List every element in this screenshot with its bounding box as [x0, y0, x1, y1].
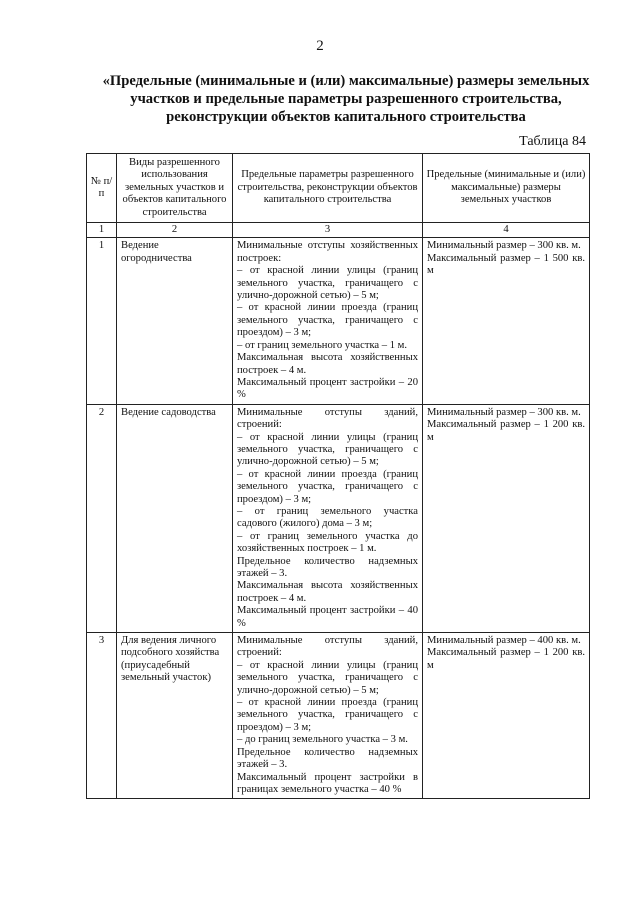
size-line: Максимальный размер – 1 200 кв. м	[427, 647, 585, 671]
parameter-line: Максимальный процент застройки – 20 %	[237, 376, 418, 401]
size-line: Максимальный размер – 1 200 кв. м	[427, 419, 585, 443]
parameter-line: – от красной линии улицы (границ земельного участка, граничащего с улично-дорожной сетью) – 5 м;	[237, 431, 418, 468]
row-number: 3	[87, 633, 117, 799]
column-number: 4	[423, 223, 590, 238]
parameter-line: Максимальная высота хозяйственных построек – 4 м.	[237, 352, 418, 376]
column-numbers-row	[87, 223, 590, 238]
parameter-line: Предельное количество надземных этажей – 3.	[237, 746, 418, 771]
row-plot-sizes	[423, 633, 590, 799]
parameter-line: – от красной линии проезда (границ земельного участка, граничащего с проездом) – 3 м;	[237, 697, 418, 733]
parameter-line: Максимальный процент застройки в границах земельного участка – 40 %	[237, 771, 418, 795]
size-line: Минимальный размер – 300 кв. м.	[427, 240, 581, 252]
parameter-line: – от красной линии проезда (границ земельного участка, граничащего с проездом) – 3 м;	[237, 468, 418, 505]
table-row	[87, 633, 590, 799]
parameter-line: – от границ земельного участка до хозяйственных построек – 1 м.	[237, 530, 418, 555]
table-row	[87, 404, 590, 632]
parameter-line: Предельное количество надземных этажей – 3.	[237, 555, 418, 579]
row-permitted-use: Ведение садоводства	[117, 404, 233, 632]
row-number: 2	[87, 404, 117, 632]
parameter-line: Минимальные отступы хозяйственных построек:	[237, 240, 418, 264]
row-plot-sizes	[423, 404, 590, 632]
document-title: «Предельные (минимальные и (или) максимальные) размеры земельных участков и предельные параметры разрешенного строительства, реконструкции объектов капитального строительства	[102, 73, 590, 125]
column-number: 3	[233, 223, 423, 238]
parameter-line: – от границ земельного участка садового (жилого) дома – 3 м;	[237, 505, 418, 530]
size-line: Минимальный размер – 300 кв. м.	[427, 406, 581, 418]
row-permitted-use: Для ведения личного подсобного хозяйства (приусадебный земельный участок)	[117, 633, 233, 799]
parameter-line: Максимальная высота хозяйственных построек – 4 м.	[237, 580, 418, 604]
regulations-table	[86, 153, 590, 799]
row-permitted-use: Ведение огородничества	[117, 238, 233, 404]
table-header-row	[87, 154, 590, 223]
header-params: Предельные параметры разрешенного строительства, реконструкции объектов капитального строительства	[233, 154, 423, 223]
parameter-line: Минимальные отступы зданий, строений:	[237, 406, 418, 431]
row-parameters	[233, 633, 423, 799]
parameter-line: – от границ земельного участка – 1 м.	[237, 339, 408, 351]
page-number: 2	[316, 38, 324, 54]
row-parameters	[233, 238, 423, 404]
table-row	[87, 238, 590, 404]
size-line: Минимальный размер – 400 кв. м.	[427, 635, 581, 647]
column-number: 1	[87, 223, 117, 238]
table-caption: Таблица 84	[519, 134, 586, 149]
parameter-line: – до границ земельного участка – 3 м.	[237, 734, 408, 746]
header-sizes: Предельные (минимальные и (или) максимальные) размеры земельных участков	[423, 154, 590, 223]
row-plot-sizes	[423, 238, 590, 404]
parameter-line: Минимальные отступы зданий, строений:	[237, 635, 418, 659]
header-kind: Виды разрешенного использования земельных участков и объектов капитального строительства	[117, 154, 233, 223]
row-number: 1	[87, 238, 117, 404]
parameter-line: – от красной линии проезда (границ земельного участка, граничащего с проездом) – 3 м;	[237, 302, 418, 339]
size-line: Максимальный размер – 1 500 кв. м	[427, 252, 585, 277]
header-num: № п/п	[87, 154, 117, 223]
parameter-line: – от красной линии улицы (границ земельного участка, граничащего с улично-дорожной сетью) – 5 м;	[237, 265, 418, 302]
column-number: 2	[117, 223, 233, 238]
parameter-line: Максимальный процент застройки – 40 %	[237, 605, 418, 629]
parameter-line: – от красной линии улицы (границ земельного участка, граничащего с улично-дорожной сетью) – 5 м;	[237, 659, 418, 696]
row-parameters	[233, 404, 423, 632]
